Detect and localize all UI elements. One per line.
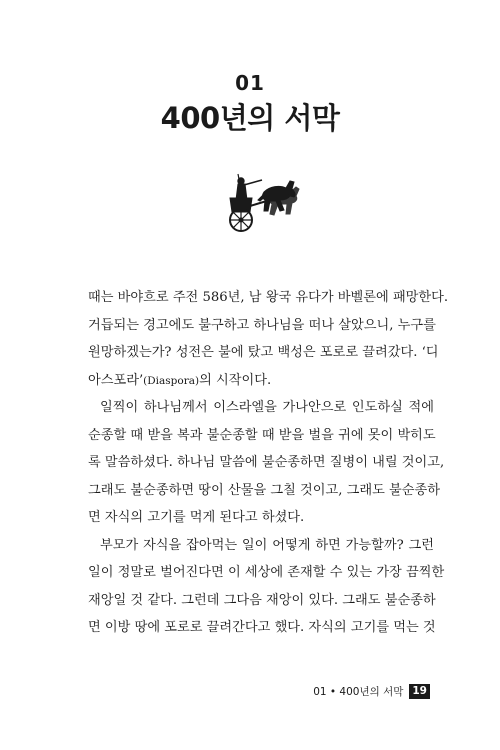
page-footer xyxy=(313,683,430,699)
diaspora-latin: (Diaspora) xyxy=(143,374,200,387)
paragraph-line: 재앙일 것 같다. 그런데 그다음 재앙이 있다. 그래도 불순종하 xyxy=(88,592,436,608)
paragraph-line: 순종할 때 받을 복과 불순종할 때 받을 벌을 귀에 못이 박히도 xyxy=(88,427,436,443)
chapter-number: 01 xyxy=(235,71,265,95)
paragraph-line xyxy=(88,367,434,395)
page-number: 19 xyxy=(409,684,430,699)
paragraph-line: 록 말씀하셨다. 하나님 말씀에 불순종하면 질병이 내릴 것이고, xyxy=(88,455,445,470)
running-head: 01 • 400년의 서막 xyxy=(313,685,404,698)
paragraph-line: 면 자식의 고기를 먹게 된다고 하셨다. xyxy=(88,510,305,525)
body-text xyxy=(88,284,449,642)
line-tail: 의 시작이다. xyxy=(199,372,272,388)
chapter-title: 400년의 서막 xyxy=(160,101,340,135)
paragraph-line: 때는 바야흐로 주전 586년, 남 왕국 유다가 바벨론에 패망한다. xyxy=(88,290,449,305)
diaspora-term: 아스포라’ xyxy=(88,372,144,388)
paragraph-line: 부모가 자식을 잡아먹는 일이 어떻게 하면 가능할까? 그런 xyxy=(100,537,434,553)
paragraph-line: 거듭되는 경고에도 불구하고 하나님을 떠나 살았으니, 누구를 xyxy=(88,317,436,333)
paragraph-line: 그래도 불순종하면 땅이 산물을 그칠 것이고, 그래도 불순종하 xyxy=(88,482,441,498)
paragraph-line: 면 이방 땅에 포로로 끌려간다고 했다. 자식의 고기를 먹는 것 xyxy=(88,620,436,635)
paragraph-line: 일찍이 하나님께서 이스라엘을 가나안으로 인도하실 적에 xyxy=(100,400,434,415)
paragraph-line: 일이 정말로 벌어진다면 이 세상에 존재할 수 있는 가장 끔찍한 xyxy=(88,565,445,580)
paragraph-line: 원망하겠는가? 성전은 불에 탔고 백성은 포로로 끌려갔다. ‘디 xyxy=(88,345,439,360)
chariot-icon xyxy=(218,170,302,240)
